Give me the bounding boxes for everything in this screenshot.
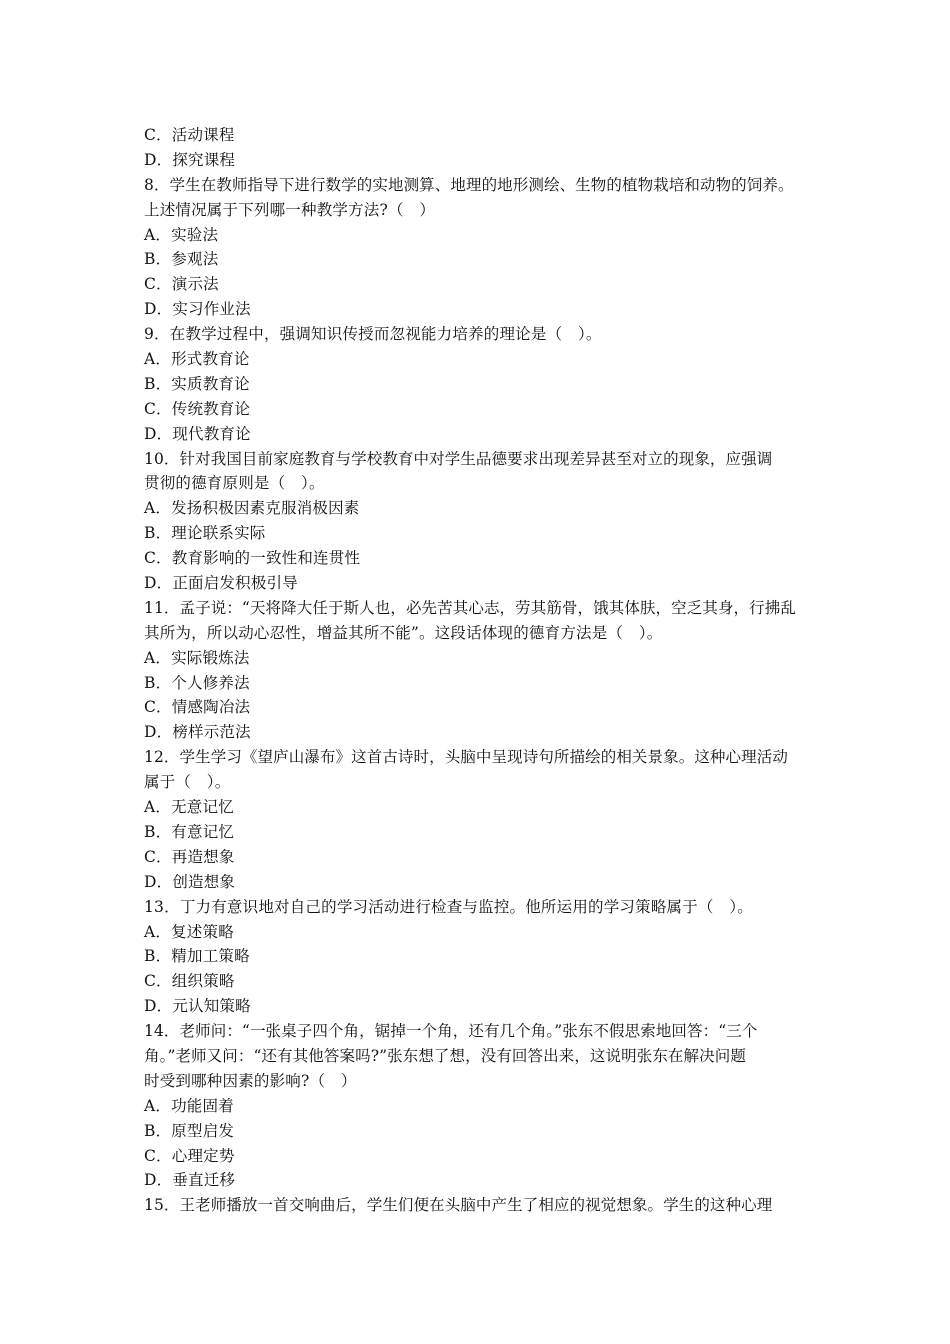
option-line: B．精加工策略 — [144, 947, 250, 966]
question-line: 上述情况属于下列哪一种教学方法?（ ） — [144, 200, 436, 219]
option-line: A．功能固着 — [144, 1096, 234, 1115]
option-line: D．元认知策略 — [144, 997, 251, 1016]
option-line: B．实质教育论 — [144, 374, 250, 393]
option-line: B．原型启发 — [144, 1121, 235, 1140]
question-line: 贯彻的德育原则是（ ）。 — [144, 474, 325, 493]
option-line: C．再造想象 — [144, 847, 235, 866]
option-line: C．组织策略 — [144, 972, 235, 991]
question-line: 11．孟子说：“天将降大任于斯人也，必先苦其心志，劳其筋骨，饿其体肤，空乏其身，行拂乱 — [144, 598, 796, 617]
option-line: C．教育影响的一致性和连贯性 — [144, 549, 361, 568]
option-line: B．理论联系实际 — [144, 524, 266, 543]
question-line: 8．学生在教师指导下进行数学的实地测算、地理的地形测绘、生物的植物栽培和动物的饲养。 — [144, 175, 794, 194]
option-line: A．无意记忆 — [144, 798, 234, 817]
option-line: D．垂直迁移 — [144, 1171, 236, 1190]
question-line: 10．针对我国目前家庭教育与学校教育中对学生品德要求出现差异甚至对立的现象，应强调 — [144, 449, 773, 468]
question-line: 角。”老师又问：“还有其他答案吗?”张东想了想，没有回答出来，这说明张东在解决问题 — [144, 1046, 746, 1065]
option-line: A．形式教育论 — [144, 350, 250, 369]
question-line: 时受到哪种因素的影响?（ ） — [144, 1071, 357, 1090]
option-line: D．正面启发积极引导 — [144, 574, 298, 593]
question-line: 9．在教学过程中，强调知识传授而忽视能力培养的理论是（ ）。 — [144, 325, 602, 344]
question-line: 13．丁力有意识地对自己的学习活动进行检查与监控。他所运用的学习策略属于（ ）。 — [144, 897, 753, 916]
option-line: D．现代教育论 — [144, 424, 251, 443]
option-line: A．发扬积极因素克服消极因素 — [144, 499, 360, 518]
option-line: D．创造想象 — [144, 872, 236, 891]
option-line: A．实验法 — [144, 225, 219, 244]
question-line: 其所为，所以动心忍性，增益其所不能”。这段话体现的德育方法是（ ）。 — [144, 623, 663, 642]
option-line: B．有意记忆 — [144, 822, 235, 841]
option-line: D．榜样示范法 — [144, 723, 251, 742]
option-line: A．复述策略 — [144, 922, 234, 941]
question-line: 属于（ ）。 — [144, 773, 231, 792]
option-line: D．实习作业法 — [144, 300, 251, 319]
option-line: C．传统教育论 — [144, 399, 251, 418]
option-line: D．探究课程 — [144, 150, 236, 169]
option-line: C．演示法 — [144, 275, 219, 294]
question-line: 12．学生学习《望庐山瀑布》这首古诗时，头脑中呈现诗句所描绘的相关景象。这种心理活动 — [144, 748, 788, 767]
question-line: 15．王老师播放一首交响曲后，学生们便在头脑中产生了相应的视觉想象。学生的这种心理 — [144, 1196, 773, 1215]
option-line: A．实际锻炼法 — [144, 648, 250, 667]
option-line: B．参观法 — [144, 250, 219, 269]
option-line: B．个人修养法 — [144, 673, 250, 692]
option-line: C．活动课程 — [144, 126, 235, 144]
exam-page — [144, 123, 812, 1218]
question-line: 14．老师问：“一张桌子四个角，锯掉一个角，还有几个角。”张东不假思索地回答：“三个 — [144, 1022, 758, 1041]
option-line: C．心理定势 — [144, 1146, 235, 1165]
option-line: C．情感陶冶法 — [144, 698, 251, 717]
